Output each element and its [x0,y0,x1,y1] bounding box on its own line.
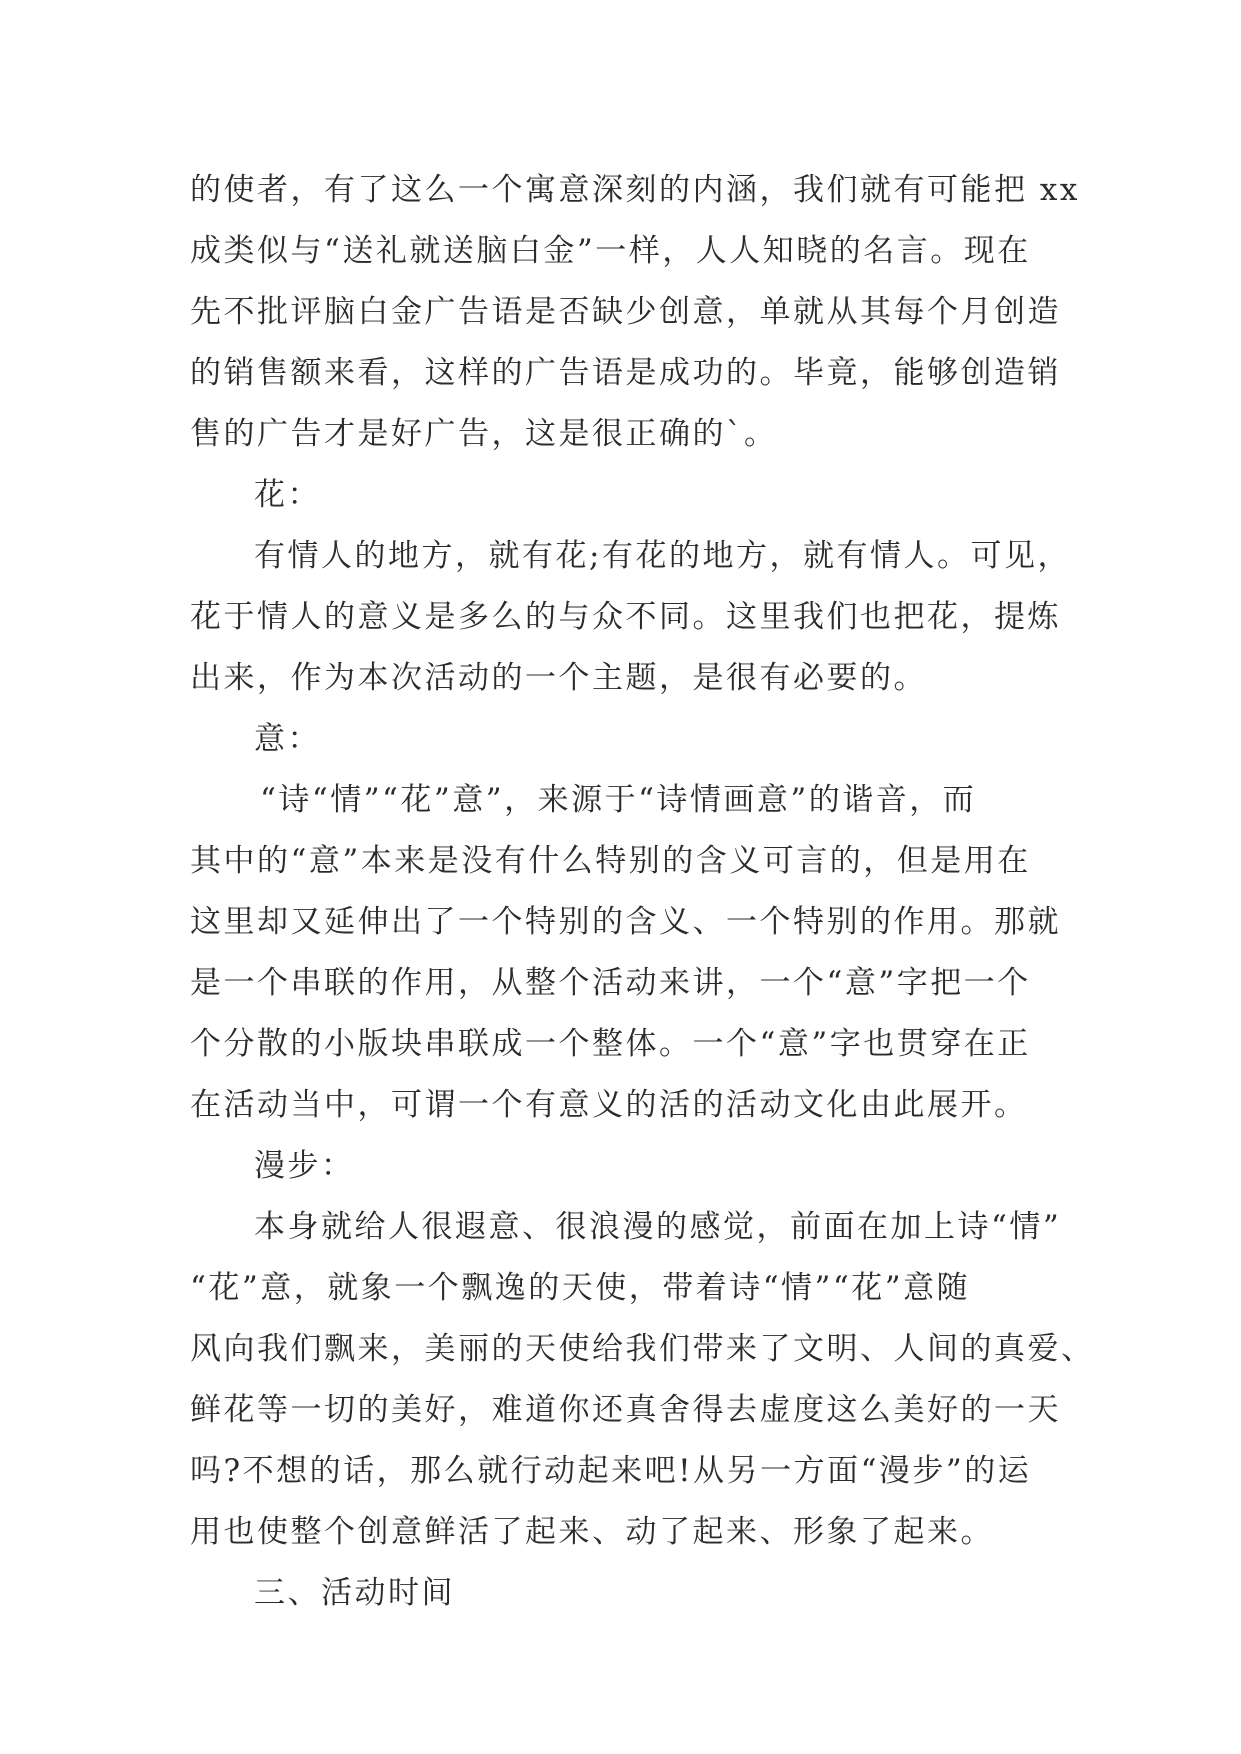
paragraph-line: 本身就给人很遐意、很浪漫的感觉，前面在加上诗“情” [254,1209,1062,1245]
paragraph-line: 个分散的小版块串联成一个整体。一个“意”字也贯穿在正 [190,1026,1031,1062]
paragraph-line: 的销售额来看，这样的广告语是成功的。毕竟，能够创造销 [190,355,1061,391]
paragraph-line: “诗“情”“花”意”，来源于“诗情画意”的谐音，而 [260,782,977,818]
paragraph-line: “花”意，就象一个飘逸的天使，带着诗“情”“花”意随 [190,1270,971,1306]
paragraph-line: 鲜花等一切的美好，难道你还真舍得去虚度这么美好的一天 [190,1392,1061,1428]
paragraph-line: 吗?不想的话，那么就行动起来吧!从另一方面“漫步”的运 [190,1453,1032,1489]
section-heading-yi: 意： [254,721,321,757]
paragraph-line: 在活动当中，可谓一个有意义的活的活动文化由此展开。 [190,1087,1028,1123]
paragraph-line: 有情人的地方，就有花;有花的地方，就有情人。可见， [254,538,1071,574]
paragraph-line: 用也使整个创意鲜活了起来、动了起来、形象了起来。 [190,1514,994,1550]
section-heading-manbu: 漫步： [254,1148,355,1184]
paragraph-line: 风向我们飘来，美丽的天使给我们带来了文明、人间的真爱、 [190,1331,1095,1367]
paragraph-line: 的使者，有了这么一个寓意深刻的内涵，我们就有可能把 xx [190,172,1080,208]
paragraph-line: 这里却又延伸出了一个特别的含义、一个特别的作用。那就 [190,904,1061,940]
paragraph-line: 是一个串联的作用，从整个活动来讲，一个“意”字把一个 [190,965,1031,1001]
section-heading-activity-time: 三、活动时间 [254,1575,455,1611]
document-body [190,160,1095,1624]
section-heading-hua: 花： [254,477,321,513]
paragraph-line: 出来，作为本次活动的一个主题，是很有必要的。 [190,660,927,696]
paragraph-line: 售的广告才是好广告，这是很正确的`。 [190,416,778,452]
paragraph-line: 成类似与“送礼就送脑白金”一样，人人知晓的名言。现在 [190,233,1031,269]
paragraph-line: 花于情人的意义是多么的与众不同。这里我们也把花，提炼 [190,599,1061,635]
paragraph-line: 先不批评脑白金广告语是否缺少创意，单就从其每个月创造 [190,294,1061,330]
paragraph-line: 其中的“意”本来是没有什么特别的含义可言的，但是用在 [190,843,1031,879]
